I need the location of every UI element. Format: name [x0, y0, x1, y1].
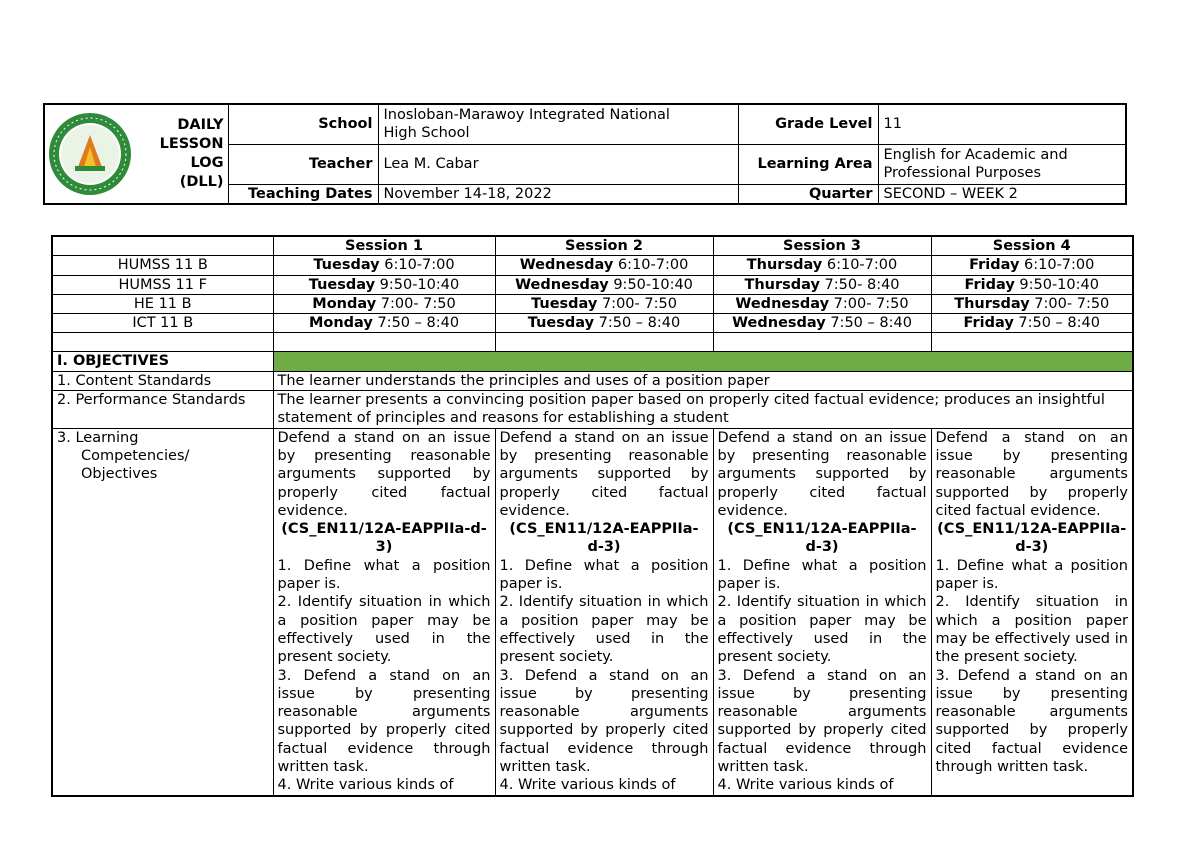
schedule-slot: Monday 7:00- 7:50	[273, 294, 495, 313]
teaching-dates-value: November 14-18, 2022	[378, 184, 738, 204]
session-1-header: Session 1	[273, 236, 495, 256]
schedule-row	[52, 314, 1133, 333]
section-name: HUMSS 11 F	[52, 275, 273, 294]
grade-level-value: 11	[878, 104, 1126, 144]
schedule-row	[52, 256, 1133, 275]
competency-cell: Defend a stand on an issue by presenting reasonable arguments supported by properly cited factual evidence. (CS_EN11/12A-EAPPIIa-d-3) 1. Define what a position paper is. 2. Identify situation in which a position paper may be effectively used in the present society. 3. Defend a stand on an issue by presenting reasonable arguments supported by properly cited factual evidence through written task. 4. Write various kinds of	[273, 428, 495, 795]
blank-row	[52, 333, 1133, 352]
lesson-plan-table	[51, 235, 1134, 797]
schedule-slot: Monday 7:50 – 8:40	[273, 314, 495, 333]
dll-header-table	[43, 103, 1127, 205]
content-standards-label: 1. Content Standards	[52, 371, 273, 390]
schedule-slot: Tuesday 6:10-7:00	[273, 256, 495, 275]
learning-area-label: Learning Area	[738, 144, 878, 184]
schedule-slot: Wednesday 9:50-10:40	[495, 275, 713, 294]
schedule-slot: Friday 7:50 – 8:40	[931, 314, 1133, 333]
schedule-slot: Thursday 7:50- 8:40	[713, 275, 931, 294]
school-logo-cell	[44, 104, 136, 204]
session-header-row	[52, 236, 1133, 256]
content-standards-row	[52, 371, 1133, 390]
section-name: HUMSS 11 B	[52, 256, 273, 275]
schedule-slot: Thursday 7:00- 7:50	[931, 294, 1133, 313]
objectives-heading: I. OBJECTIVES	[52, 352, 273, 371]
quarter-value: SECOND – WEEK 2	[878, 184, 1126, 204]
teacher-label: Teacher	[228, 144, 378, 184]
session-4-header: Session 4	[931, 236, 1133, 256]
competency-cell: Defend a stand on an issue by presenting reasonable arguments supported by properly cited factual evidence. (CS_EN11/12A-EAPPIIa- d-3) 1. Define what a position paper is. 2. Identify situation in which a position paper may be effectively used in the present society. 3. Defend a stand on an issue by presenting reasonable arguments supported by properly cited factual evidence through written task. 4. Write various kinds of	[713, 428, 931, 795]
empty-corner-cell	[52, 236, 273, 256]
session-2-header: Session 2	[495, 236, 713, 256]
schedule-row	[52, 275, 1133, 294]
section-name: ICT 11 B	[52, 314, 273, 333]
section-name: HE 11 B	[52, 294, 273, 313]
schedule-slot: Tuesday 7:00- 7:50	[495, 294, 713, 313]
dll-title: DAILY LESSON LOG (DLL)	[136, 104, 228, 204]
schedule-row	[52, 294, 1133, 313]
learning-area-value: English for Academic and Professional Purposes	[878, 144, 1126, 184]
grade-level-label: Grade Level	[738, 104, 878, 144]
teaching-dates-label: Teaching Dates	[228, 184, 378, 204]
schedule-slot: Wednesday 7:00- 7:50	[713, 294, 931, 313]
performance-standards-value: The learner presents a convincing position paper based on properly cited factual evidence; produces an insightful statement of principles and reasons for establishing a student	[273, 391, 1133, 429]
school-value: Inosloban-Marawoy Integrated National High School	[378, 104, 738, 144]
schedule-slot: Tuesday 7:50 – 8:40	[495, 314, 713, 333]
schedule-slot: Thursday 6:10-7:00	[713, 256, 931, 275]
competency-cell: Defend a stand on an issue by presenting reasonable arguments supported by properly cited factual evidence. (CS_EN11/12A-EAPPIIa- d-3) 1. Define what a position paper is. 2. Identify situation in which a position paper may be effectively used in the present society. 3. Defend a stand on an issue by presenting reasonable arguments supported by properly cited factual evidence through written task. 4. Write various kinds of	[495, 428, 713, 795]
schedule-slot: Tuesday 9:50-10:40	[273, 275, 495, 294]
objectives-heading-row	[52, 352, 1133, 371]
schedule-slot: Friday 6:10-7:00	[931, 256, 1133, 275]
objectives-green-bar	[273, 352, 1133, 371]
performance-standards-row	[52, 391, 1133, 429]
content-standards-value: The learner understands the principles and uses of a position paper	[273, 371, 1133, 390]
quarter-label: Quarter	[738, 184, 878, 204]
competencies-label: 3. Learning Competencies/ Objectives	[52, 428, 273, 795]
schedule-slot: Friday 9:50-10:40	[931, 275, 1133, 294]
competencies-row	[52, 428, 1133, 795]
school-seal-icon	[47, 111, 133, 197]
competency-cell: Defend a stand on an issue by presenting reasonable arguments supported by properly cited factual evidence. (CS_EN11/12A-EAPPIIa- d-3) 1. Define what a position paper is. 2. Identify situation in which a position paper may be effectively used in the present society. 3. Defend a stand on an issue by presenting reasonable arguments supported by properly cited factual evidence through written task.	[931, 428, 1133, 795]
schedule-slot: Wednesday 7:50 – 8:40	[713, 314, 931, 333]
school-label: School	[228, 104, 378, 144]
performance-standards-label: 2. Performance Standards	[52, 391, 273, 429]
schedule-slot: Wednesday 6:10-7:00	[495, 256, 713, 275]
session-3-header: Session 3	[713, 236, 931, 256]
teacher-value: Lea M. Cabar	[378, 144, 738, 184]
